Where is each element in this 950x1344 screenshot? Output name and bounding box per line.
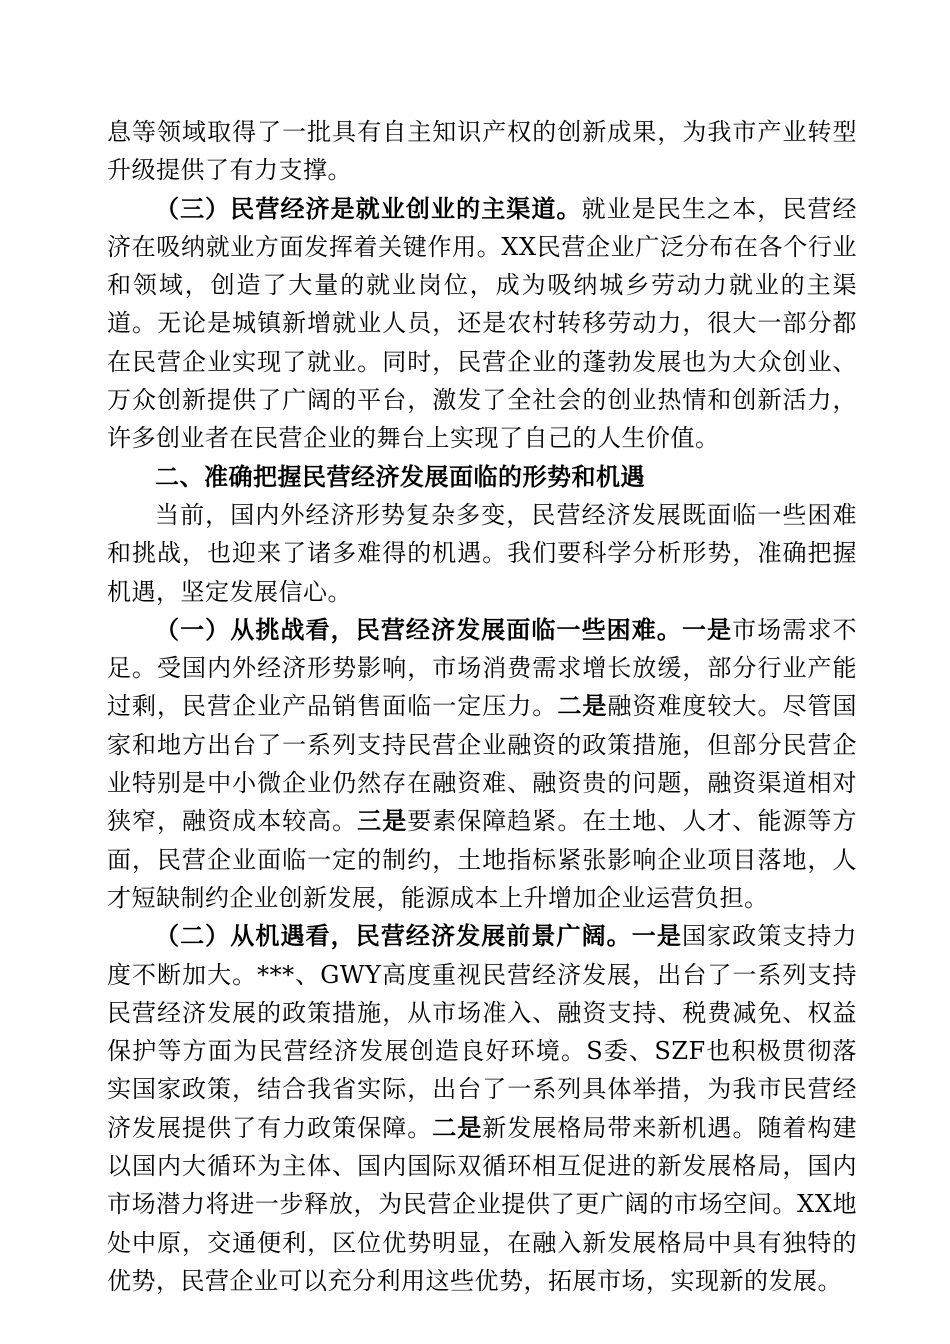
point-marker: 一是 — [681, 614, 733, 644]
paragraph-challenges — [107, 611, 857, 917]
point-text: 融资难度较大。尽管国家和地方出台了一系列支持民营企业融资的政策措施，但部分民营企业特别是中小微企业仍然存在融资难、融资贵的问题，融资渠道相对狭窄，融资成本较高。 — [107, 692, 858, 836]
paragraph-lead-heading: （一）从挑战看，民营经济发展面临一些困难。 — [155, 614, 682, 644]
point-text: 新发展格局带来新机遇。随着构建以国内大循环为主体、国内国际双循环相互促进的新发展格局，国内市场潜力将进一步释放，为民营企业提供了更广阔的市场空间。XX地处中原，交通便利，区位优势明显，在融入新发展格局中具有独特的优势，民营企业可以充分利用这些优势，拓展市场，实现新的发展。 — [107, 1113, 858, 1295]
point-marker: 二是 — [557, 691, 608, 721]
point-marker: 二是 — [432, 1112, 483, 1142]
paragraph-lead-heading: （三）民营经济是就业创业的主渠道。 — [155, 193, 582, 223]
paragraph-situation-intro — [107, 496, 857, 611]
point-marker: 一是 — [631, 921, 682, 951]
paragraph-continuation — [107, 113, 857, 190]
point-marker: 三是 — [357, 806, 408, 836]
paragraph-lead-heading: （二）从机遇看，民营经济发展前景广阔。 — [155, 921, 632, 951]
point-text: 国家政策支持力度不断加大。***、GWY高度重视民营经济发展，出台了一系列支持民营经济发展的政策措施，从市场准入、融资支持、税费减免、权益保护等方面为民营经济发展创造良好环境。S委、SZF也积极贯彻落实国家政策，结合我省实际，出台了一系列具体举措，为我市民营经济发展提供了有力政策保障。 — [107, 922, 858, 1142]
point-text: 市场需求不足。受国内外经济形势影响，市场消费需求增长放缓，部分行业产能过剩，民营企业产品销售面临一定压力。 — [107, 615, 858, 721]
paragraph-employment — [107, 190, 857, 458]
section-heading-two: 二、准确把握民营经济发展面临的形势和机遇 — [155, 461, 645, 491]
point-text: 要素保障趋紧。在土地、人才、能源等方面，民营企业面临一定的制约，土地指标紧张影响企业项目落地，人才短缺制约企业创新发展，能源成本上升增加企业运营负担。 — [107, 807, 858, 912]
paragraph-text: 当前，国内外经济形势复杂多变，民营经济发展既面临一些困难和挑战，也迎来了诸多难得的机遇。我们要科学分析形势，准确把握机遇，坚定发展信心。 — [107, 500, 857, 606]
document-page — [107, 113, 857, 1300]
paragraph-text: 息等领域取得了一批具有自主知识产权的创新成果，为我市产业转型升级提供了有力支撑。 — [107, 118, 857, 185]
paragraph-text: 就业是民生之本，民营经济在吸纳就业方面发挥着关键作用。XX民营企业广泛分布在各个行业和领域，创造了大量的就业岗位，成为吸纳城乡劳动力就业的主渠道。无论是城镇新增就业人员，还是农村转移劳动力，很大一部分都在民营企业实现了就业。同时，民营企业的蓬勃发展也为大众创业、万众创新提供了广阔的平台，激发了全社会的创业热情和创新活力，许多创业者在民营企业的舞台上实现了自己的人生价值。 — [107, 194, 858, 453]
paragraph-opportunities — [107, 917, 857, 1300]
